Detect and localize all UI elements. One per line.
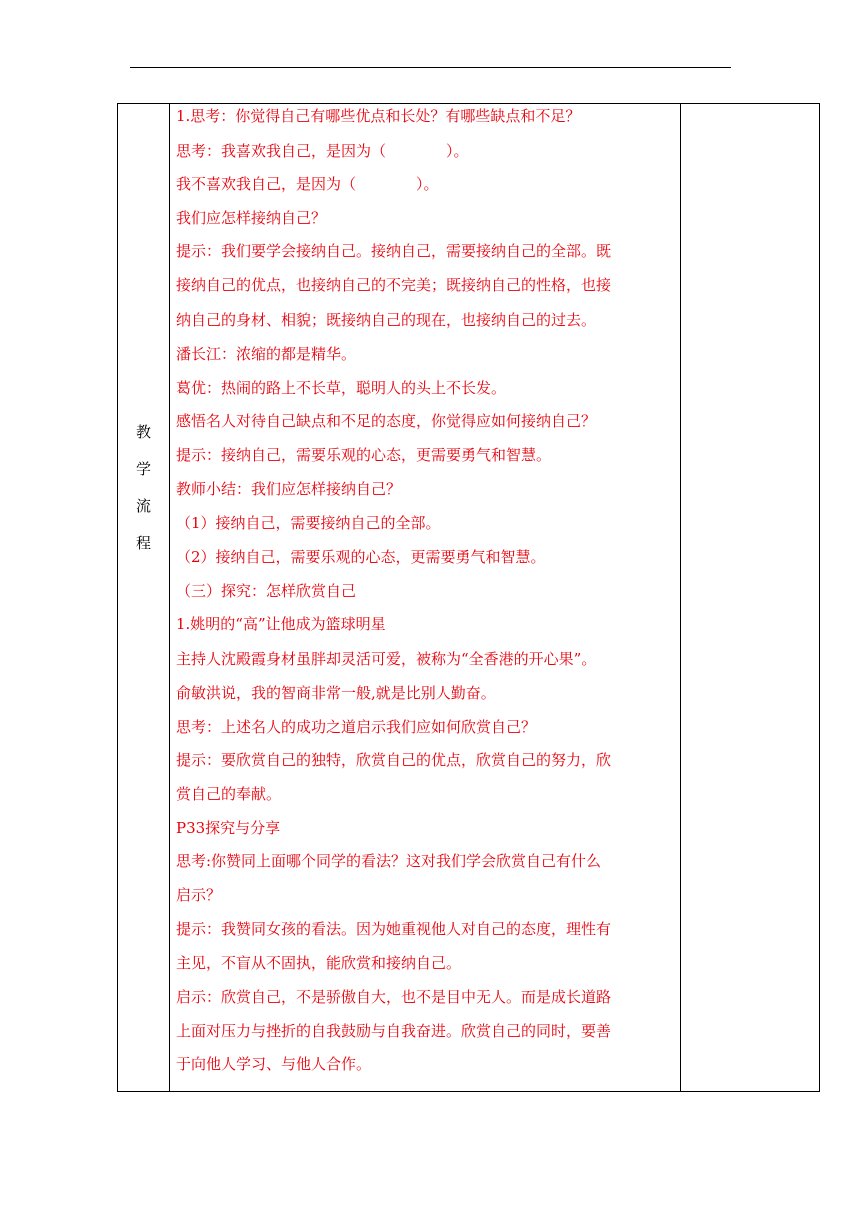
content-line: 赏自己的奉献。	[176, 785, 282, 803]
content-line: 主持人沈殿霞身材虽胖却灵活可爱，被称为“全香港的开心果”。	[176, 650, 597, 668]
content-line: 上面对压力与挫折的自我鼓励与自我奋进。欣赏自己的同时，要善	[176, 1022, 612, 1040]
content-line: 俞敏洪说，我的智商非常一般,就是比别人勤奋。	[176, 684, 496, 702]
column-divider	[169, 104, 170, 1091]
content-line: 主见，不盲从不固执，能欣赏和接纳自己。	[176, 954, 462, 972]
content-line: 提示：我们要学会接纳自己。接纳自己，需要接纳自己的全部。既	[176, 242, 612, 260]
content-line: （1）接纳自己，需要接纳自己的全部。	[176, 514, 441, 532]
content-line: 思考:你赞同上面哪个同学的看法？这对我们学会欣赏自己有什么	[176, 852, 602, 870]
stage-char: 教	[135, 423, 151, 441]
content-line: 我不喜欢我自己，是因为（ ）。	[176, 175, 439, 193]
stage-char: 学	[135, 460, 151, 478]
content-line: 提示：接纳自己，需要乐观的心态，更需要勇气和智慧。	[176, 446, 552, 464]
lesson-table	[117, 103, 820, 1092]
content-line: 感悟名人对待自己缺点和不足的态度，你觉得应如何接纳自己？	[176, 412, 597, 430]
content-line: 葛优：热闹的路上不长草，聪明人的头上不长发。	[176, 379, 507, 397]
content-line: 纳自己的身材、相貌；既接纳自己的现在，也接纳自己的过去。	[176, 311, 597, 329]
content-line: 我们应怎样接纳自己？	[176, 209, 327, 227]
content-line: （三）探究：怎样欣赏自己	[176, 582, 357, 600]
content-line: 思考：我喜欢我自己，是因为（ ）。	[176, 142, 469, 160]
content-line: （2）接纳自己，需要乐观的心态，更需要勇气和智慧。	[176, 548, 546, 566]
content-line: 提示：我赞同女孩的看法。因为她重视他人对自己的态度，理性有	[176, 920, 612, 938]
stage-char: 流	[135, 497, 151, 515]
content-line: 启示：欣赏自己，不是骄傲自大，也不是目中无人。而是成长道路	[176, 988, 612, 1006]
content-line: 1.姚明的“高”让他成为篮球明星	[176, 615, 386, 633]
content-line: 于向他人学习、与他人合作。	[176, 1055, 372, 1073]
content-line: 教师小结：我们应怎样接纳自己？	[176, 480, 402, 498]
content-line: 启示？	[176, 886, 222, 904]
content-line: P33探究与分享	[176, 819, 281, 837]
content-line: 提示：要欣赏自己的独特，欣赏自己的优点，欣赏自己的努力，欣	[176, 751, 612, 769]
stage-label	[118, 414, 169, 562]
content-line: 接纳自己的优点，也接纳自己的不完美；既接纳自己的性格，也接	[176, 276, 612, 294]
notes-column	[681, 104, 819, 1091]
content-line: 1.思考：你觉得自己有哪些优点和长处？有哪些缺点和不足？	[176, 107, 581, 125]
content-line: 思考：上述名人的成功之道启示我们应如何欣赏自己？	[176, 718, 537, 736]
header-rule	[130, 67, 731, 68]
content-line: 潘长江：浓缩的都是精华。	[176, 345, 357, 363]
stage-char: 程	[135, 534, 151, 552]
